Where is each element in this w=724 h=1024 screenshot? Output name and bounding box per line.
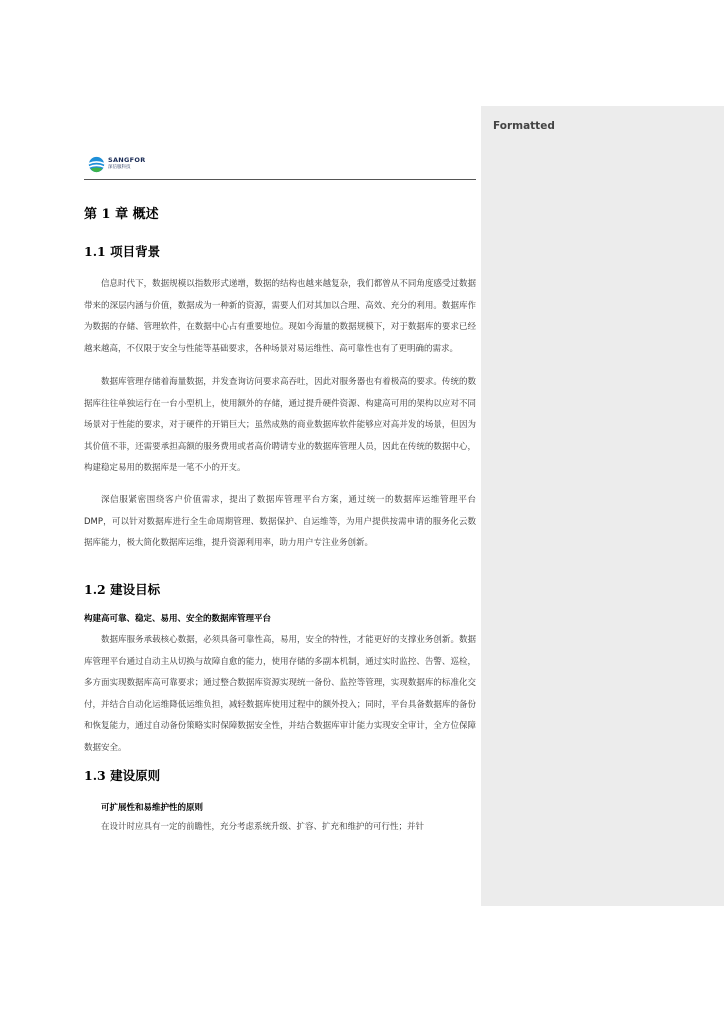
logo-subtext: 深信服科技	[108, 165, 131, 170]
comment-pane-title: Formatted	[493, 120, 555, 132]
logo-text: SANGFOR	[108, 156, 146, 164]
paragraph: 信息时代下，数据规模以指数形式递增，数据的结构也越来越复杂，我们都曾从不同角度感受过数据带来的深层内涵与价值，数据成为一种新的资源，需要人们对其加以合理、高效、充分的利用。数据库作为数据的存储、管理软件，在数据中心占有重要地位。现如今海量的数据规模下，对于数据库的要求已经越来越高，不仅限于安全与性能等基础要求，各种场景对易运维性、高可靠性也有了更明确的需求。	[84, 279, 476, 354]
section-heading-1-2: 1.2 建设目标	[84, 582, 161, 597]
paragraph: 在设计时应具有一定的前瞻性，充分考虑系统升级、扩容、扩充和维护的可行性；并针	[101, 822, 425, 832]
section-subheading: 可扩展性和易维护性的原则	[101, 803, 204, 813]
paragraph: 深信服紧密围绕客户价值需求，提出了数据库管理平台方案，通过统一的数据库运维管理平台 DMP，可以针对数据库进行全生命周期管理、数据保护、自运维等，为用户提供按需申请的服务化云数据库能力，极大简化数据库运维，提升资源利用率，助力用户专注业务创新。	[84, 495, 476, 549]
chapter-title: 第 1 章 概述	[84, 207, 159, 222]
sangfor-logo-icon	[88, 156, 105, 173]
section-subheading: 构建高可靠、稳定、易用、安全的数据库管理平台	[84, 614, 272, 624]
comment-pane	[481, 106, 724, 906]
paragraph: 数据库管理存储着海量数据，并发查询访问要求高吞吐，因此对服务器也有着极高的要求。传统的数据库往往单独运行在一台小型机上，使用额外的存储，通过提升硬件资源、构建高可用的架构以应对不同场景对于性能的要求，对于硬件的开销巨大；虽然成熟的商业数据库软件能够应对高并发的场景，但因为其价值不菲，还需要承担高额的服务费用或者高价聘请专业的数据库管理人员，因此在传统的数据中心，构建稳定易用的数据库是一笔不小的开支。	[84, 377, 476, 474]
paragraph: 数据库服务承载核心数据，必须具备可靠性高，易用，安全的特性，才能更好的支撑业务创新。数据库管理平台通过自动主从切换与故障自愈的能力，使用存储的多副本机制，通过实时监控、告警、巡检，多方面实现数据库高可靠要求；通过整合数据库资源实现统一备份、监控等管理，实现数据库的标准化交付，并结合自动化运维降低运维负担，减轻数据库使用过程中的额外投入；同时，平台具备数据库的备份和恢复能力，通过自动备份策略实时保障数据安全性，并结合数据库审计能力实现安全审计，全方位保障数据安全。	[84, 635, 476, 753]
section-heading-1-1: 1.1 项目背景	[84, 244, 161, 259]
page-header	[84, 155, 476, 180]
section-heading-1-3: 1.3 建设原则	[84, 768, 161, 783]
